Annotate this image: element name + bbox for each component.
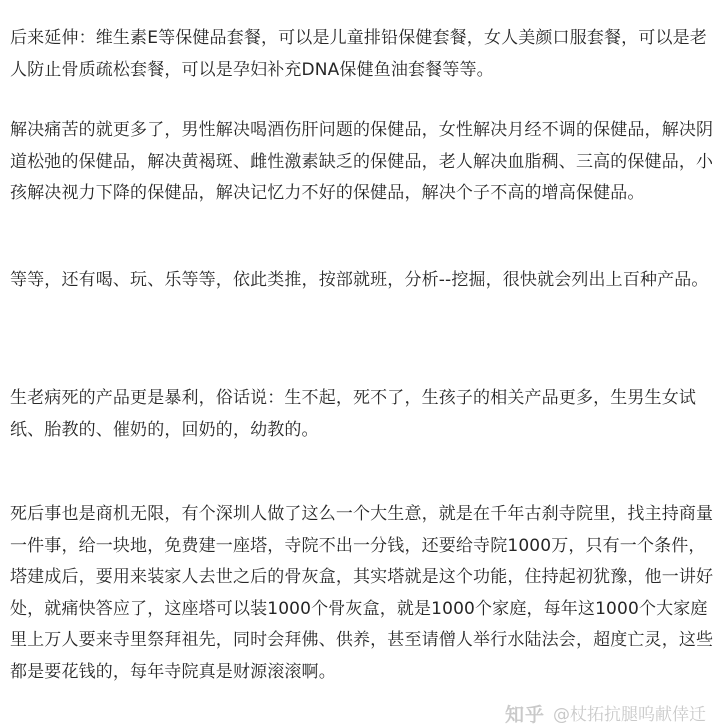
watermark-author: @杖拓抗腿呜献倖迁 [553,705,706,725]
zhihu-watermark [505,705,706,725]
paragraph-birth-old-age: 生老病死的产品更是暴利，俗话说：生不起，死不了，生孩子的相关产品更多，生男生女试纸、胎教的、催奶的，回奶的，幼教的。 [10,388,696,440]
paragraph-pain-solutions: 解决痛苦的就更多了，男性解决喝酒伤肝问题的保健品，女性解决月经不调的保健品，解决阴道松弛的保健品，解决黄褐斑、雌性激素缺乏的保健品，老人解决血脂稠、三高的保健品，小孩解决视力下降的保健品，解决记忆力不好的保健品，解决个子不高的增高保健品。 [10,120,714,203]
zhihu-logo-text: 知乎 [504,704,545,726]
paragraph-extension: 后来延伸：维生素E等保健品套餐，可以是儿童排铅保健套餐，女人美颜口服套餐，可以是老人防止骨质疏松套餐，可以是孕妇补充DNA保健鱼油套餐等等。 [10,28,707,80]
paragraph-and-so-on: 等等，还有喝、玩、乐等等，依此类推，按部就班，分析--挖掘，很快就会列出上百种产品。 [10,270,709,290]
paragraph-afterlife: 死后事也是商机无限，有个深圳人做了这么一个大生意，就是在千年古刹寺院里，找主持商量一件事，给一块地，免费建一座塔，寺院不出一分钱，还要给寺院1000万，只有一个条件，塔建成后，要用来装家人去世之后的骨灰盒，其实塔就是这个功能，住持起初犹豫，他一讲好处，就痛快答应了，这座塔可以装1000个骨灰盒，就是1000个家庭，每年这1000个大家庭里上万人要来寺里祭拜祖先，同时会拜佛、供养，甚至请僧人举行水陆法会，超度亡灵，这些都是要花钱的，每年寺院真是财源滚滚啊。 [10,504,714,682]
